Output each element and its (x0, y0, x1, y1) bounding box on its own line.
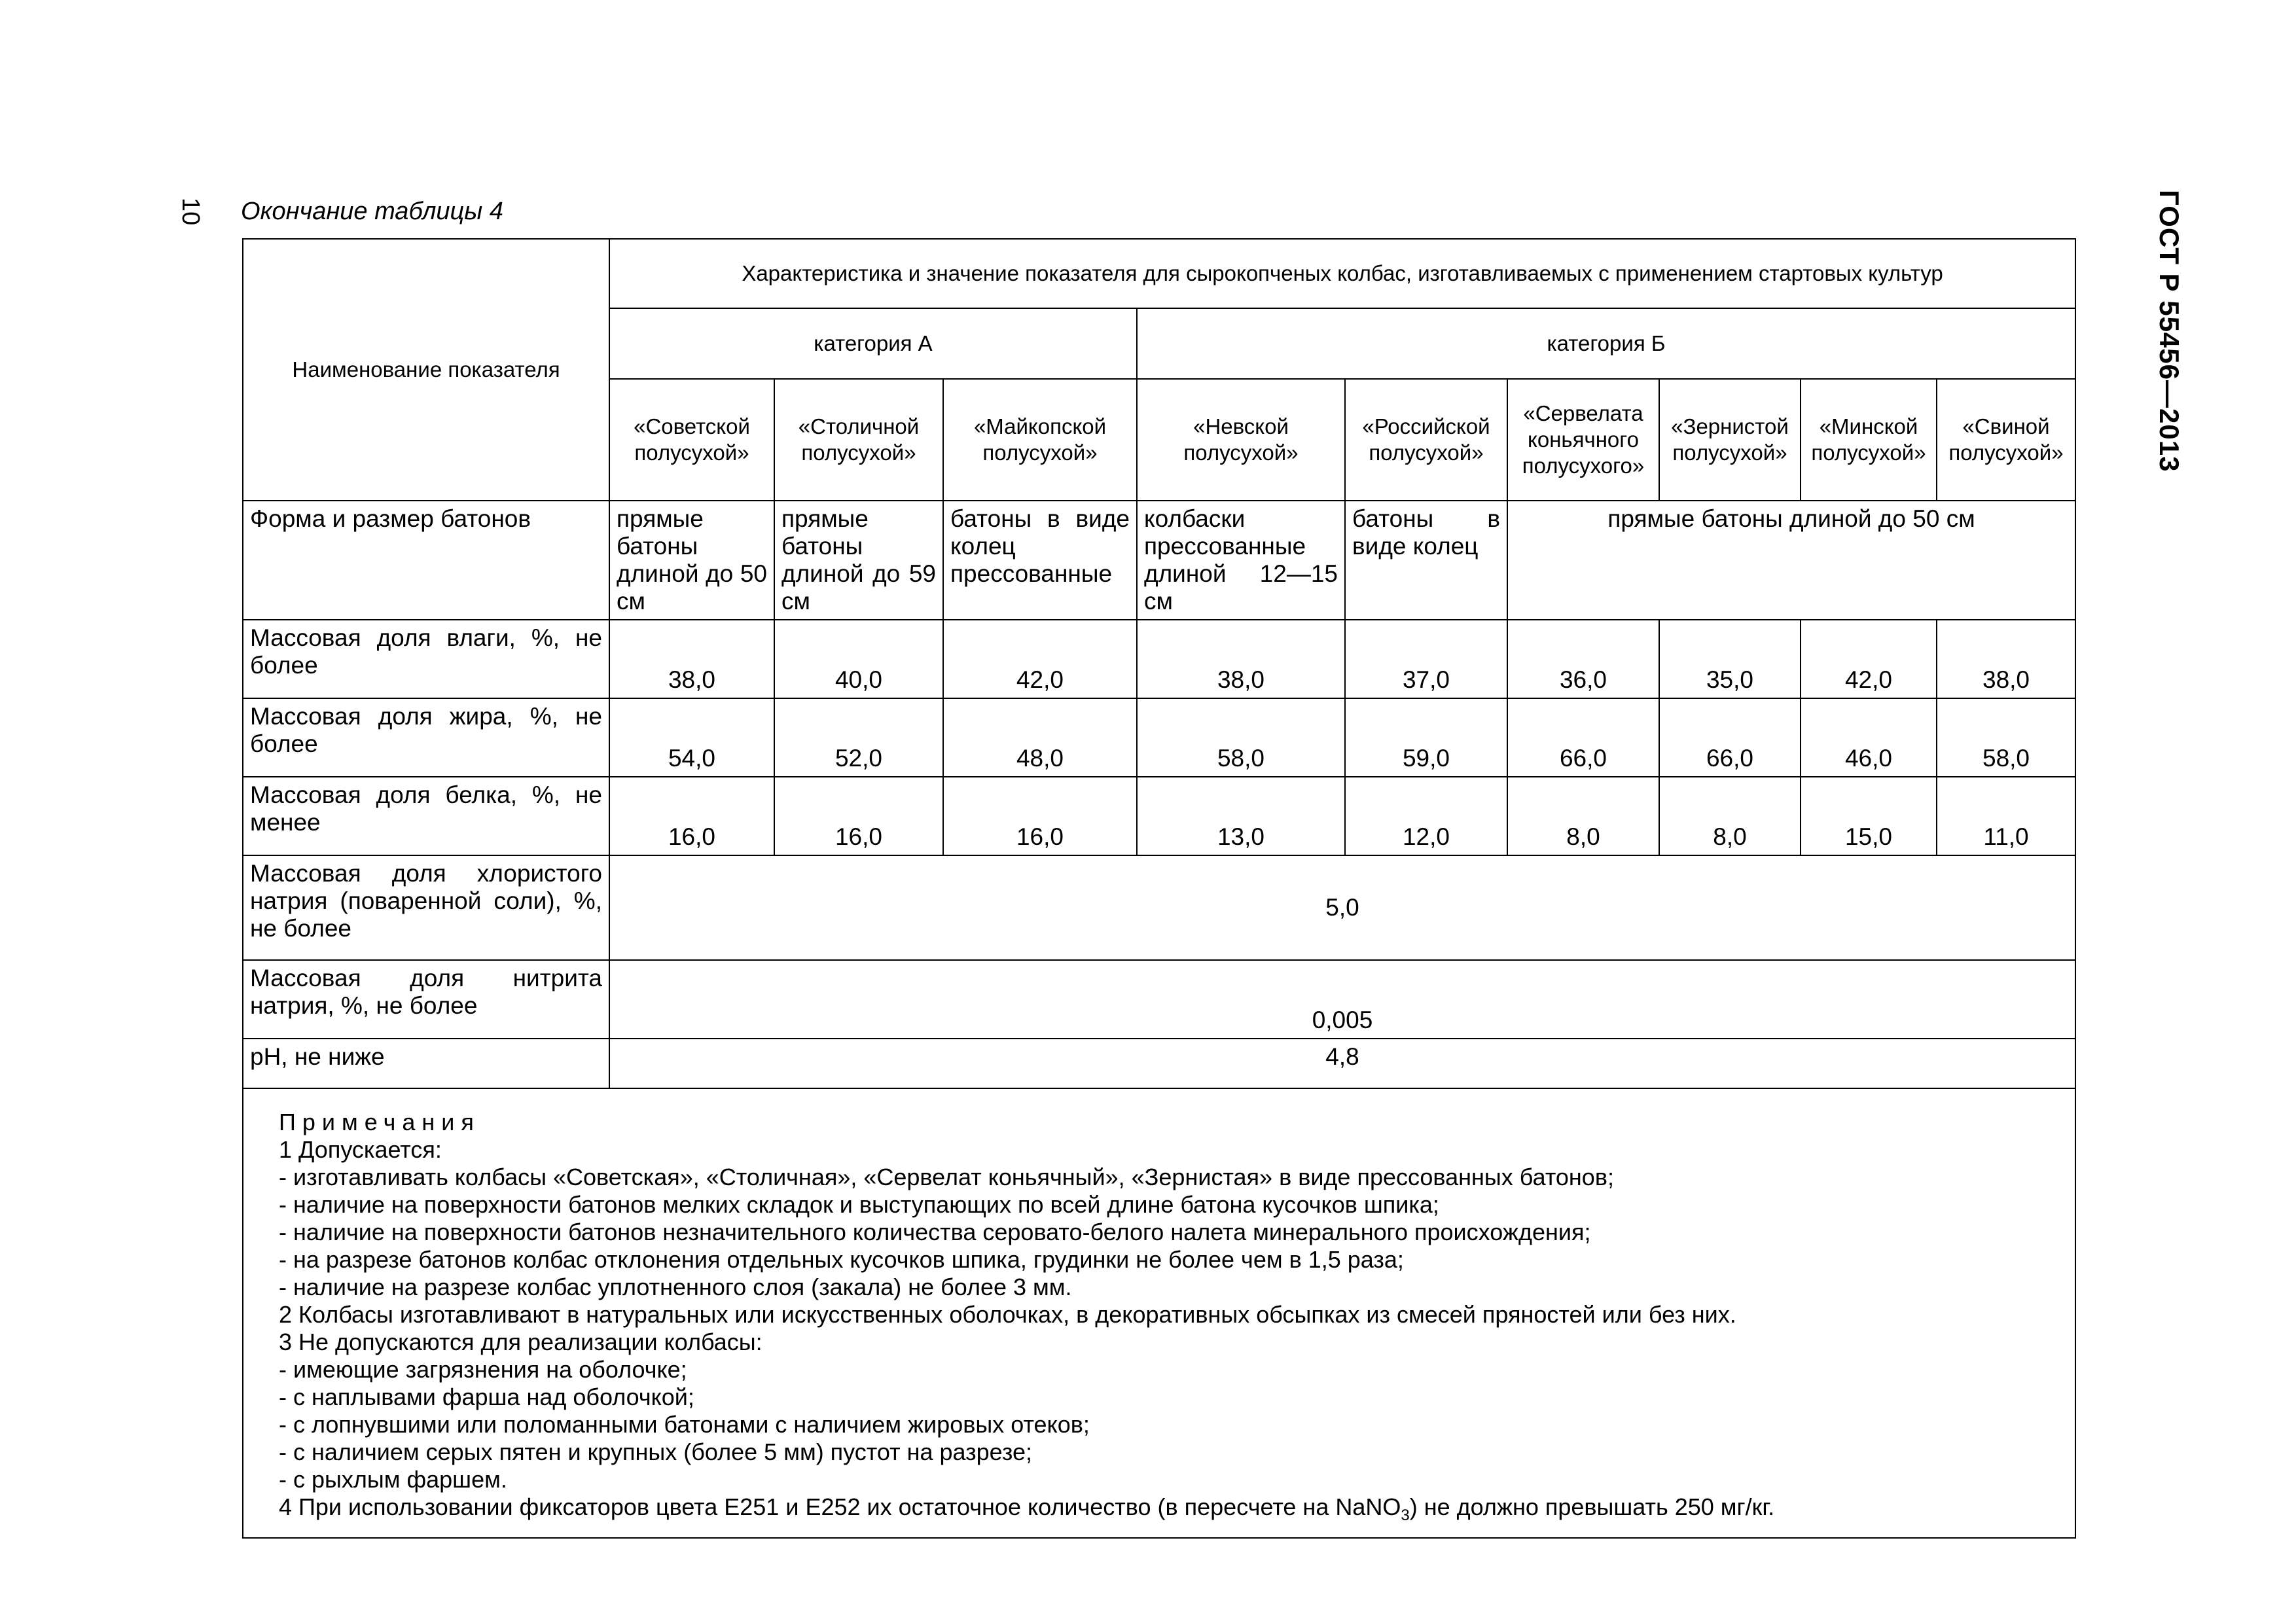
cell-value: батоны в виде колец (1345, 501, 1507, 620)
cell-value: 46,0 (1801, 698, 1937, 777)
notes-row (243, 1088, 2075, 1538)
cell-value: 4,8 (609, 1039, 2075, 1088)
table-row (243, 1039, 2075, 1088)
table-row (243, 960, 2075, 1039)
table-row (243, 777, 2075, 855)
cell-value: 0,005 (609, 960, 2075, 1039)
product-header: «Столичной полусухой» (774, 379, 943, 501)
header-name: Наименование показателя (243, 239, 609, 501)
row-label: Массовая доля влаги, %, не более (243, 620, 609, 698)
cell-value: 42,0 (943, 620, 1137, 698)
note-line: - с наплывами фарша над оболочкой; (279, 1383, 694, 1410)
cell-value: 12,0 (1345, 777, 1507, 855)
cell-value: 8,0 (1659, 777, 1801, 855)
product-header: «Советской полусухой» (609, 379, 774, 501)
table-row (243, 698, 2075, 777)
cell-value: 48,0 (943, 698, 1137, 777)
note-line: - с лопнувшими или поломанными батонами с наличием жировых отеков; (279, 1411, 1090, 1438)
cell-value: 59,0 (1345, 698, 1507, 777)
page-number: 10 (177, 198, 204, 226)
row-label: pH, не ниже (243, 1039, 609, 1088)
product-header: «Невской полусухой» (1137, 379, 1345, 501)
note-line-last (279, 1493, 2055, 1529)
notes-title: Примечания (279, 1109, 480, 1135)
header-top: Характеристика и значение показателя для сырокопченых колбас, изготавливаемых с применением стартовых культур (609, 239, 2075, 308)
table-caption: Окончание таблицы 4 (241, 198, 503, 225)
note-line: - наличие на поверхности батонов мелких складок и выступающих по всей длине батона кусочков шпика; (279, 1191, 1439, 1218)
row-label: Массовая доля нитрита натрия, %, не более (243, 960, 609, 1039)
note-line: - изготавливать колбасы «Советская», «Столичная», «Сервелат коньячный», «Зернистая» в виде прессованных батонов; (279, 1164, 1614, 1190)
notes (243, 1088, 2075, 1538)
cell-value: 36,0 (1507, 620, 1659, 698)
cell-value: 52,0 (774, 698, 943, 777)
cell-value: 16,0 (774, 777, 943, 855)
note-last-prefix: 4 При использовании фиксаторов цвета Е251 и Е252 их остаточное количество (в пересчете на NaNO (279, 1493, 1401, 1520)
note-line: 2 Колбасы изготавливают в натуральных или искусственных оболочках, в декоративных обсыпках из смесей пряностей или без них. (279, 1301, 1736, 1328)
row-label: Массовая доля жира, %, не более (243, 698, 609, 777)
note-line: - с рыхлым фаршем. (279, 1466, 507, 1493)
row-label: Массовая доля хлористого натрия (поваренной соли), %, не более (243, 855, 609, 960)
note-last-sub: 3 (1401, 1507, 1410, 1525)
note-line: - наличие на поверхности батонов незначительного количества серовато-белого налета минерального происхождения; (279, 1219, 1591, 1245)
cell-value: 16,0 (609, 777, 774, 855)
product-header: «Российской полусухой» (1345, 379, 1507, 501)
product-header: «Свиной полусухой» (1937, 379, 2075, 501)
cell-value: 66,0 (1659, 698, 1801, 777)
cell-value: 15,0 (1801, 777, 1937, 855)
table-row (243, 501, 2075, 620)
indicators-table (242, 238, 2076, 1539)
cell-value: 37,0 (1345, 620, 1507, 698)
cell-value: 66,0 (1507, 698, 1659, 777)
cell-value: 54,0 (609, 698, 774, 777)
note-last-suffix: ) не должно превышать 250 мг/кг. (1409, 1493, 1775, 1520)
product-header: «Майкопской полусухой» (943, 379, 1137, 501)
cell-value: 40,0 (774, 620, 943, 698)
cell-value: 16,0 (943, 777, 1137, 855)
cell-value: батоны в виде колец прессованные (943, 501, 1137, 620)
header-category-b: категория Б (1137, 308, 2075, 379)
note-line: - наличие на разрезе колбас уплотненного слоя (закала) не более 3 мм. (279, 1274, 1072, 1300)
cell-value: 38,0 (609, 620, 774, 698)
note-line: - с наличием серых пятен и крупных (более 5 мм) пустот на разрезе; (279, 1438, 1032, 1465)
cell-value: прямые батоны длиной до 50 см (609, 501, 774, 620)
product-header: «Сервелата коньячного полусухого» (1507, 379, 1659, 501)
table-row (243, 855, 2075, 960)
product-header: «Зернистой полусухой» (1659, 379, 1801, 501)
cell-value: прямые батоны длиной до 50 см (1507, 501, 2075, 620)
cell-value: 11,0 (1937, 777, 2075, 855)
cell-value: 8,0 (1507, 777, 1659, 855)
note-line: 3 Не допускаются для реализации колбасы: (279, 1329, 762, 1355)
note-line: - на разрезе батонов колбас отклонения отдельных кусочков шпика, грудинки не более чем в 1,5 раза; (279, 1246, 1404, 1273)
cell-value: 42,0 (1801, 620, 1937, 698)
cell-value: прямые батоны длиной до 59 см (774, 501, 943, 620)
cell-value: 38,0 (1937, 620, 2075, 698)
note-line: - имеющие загрязнения на оболочке; (279, 1356, 687, 1383)
cell-value: колбаски прессованные длиной 12—15 см (1137, 501, 1345, 620)
note-line: 1 Допускается: (279, 1136, 442, 1163)
cell-value: 58,0 (1137, 698, 1345, 777)
cell-value: 35,0 (1659, 620, 1801, 698)
standard-code: ГОСТ Р 55456—2013 (2154, 190, 2185, 473)
row-label: Массовая доля белка, %, не менее (243, 777, 609, 855)
table-row (243, 620, 2075, 698)
product-header: «Минской полусухой» (1801, 379, 1937, 501)
cell-value: 5,0 (609, 855, 2075, 960)
cell-value: 13,0 (1137, 777, 1345, 855)
row-label: Форма и размер батонов (243, 501, 609, 620)
header-category-a: категория А (609, 308, 1137, 379)
cell-value: 58,0 (1937, 698, 2075, 777)
cell-value: 38,0 (1137, 620, 1345, 698)
